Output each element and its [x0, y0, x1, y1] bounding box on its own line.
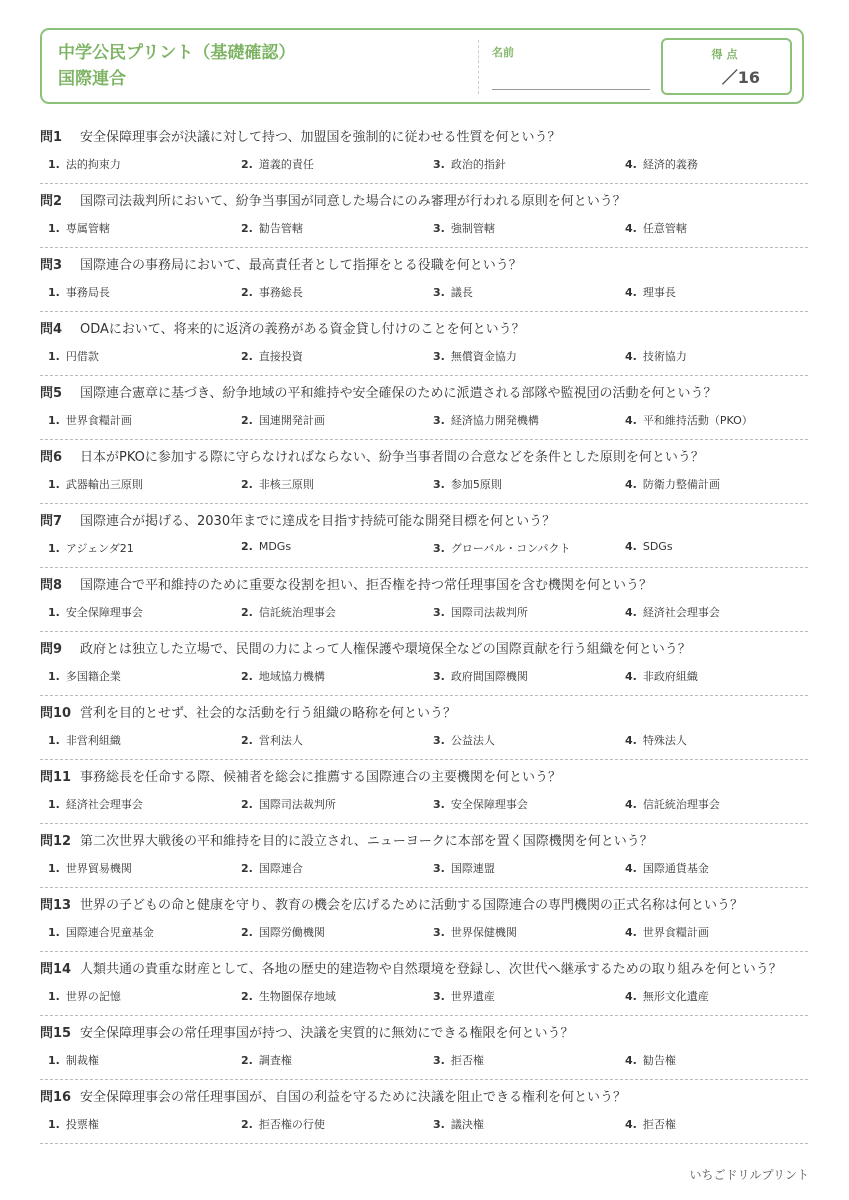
choice-number: 4.: [625, 606, 637, 619]
choice-number: 1.: [48, 1118, 60, 1131]
question-text: 国際連合で平和維持のために重要な役割を担い、拒否権を持つ常任理事国を含む機関を何という？: [80, 578, 653, 593]
choice-row: [48, 220, 808, 236]
choice-row: [48, 1116, 808, 1132]
answer-choice[interactable]: [241, 732, 303, 748]
choice-number: 2.: [241, 990, 253, 1003]
name-label: 名前: [492, 46, 514, 59]
question-line: [40, 1022, 573, 1041]
choice-number: 4.: [625, 990, 637, 1003]
choice-row: [48, 924, 808, 940]
answer-choice[interactable]: [433, 412, 539, 428]
choice-label: 経済的義務: [642, 158, 698, 171]
question-item: [40, 504, 808, 568]
choice-label: 武器輸出三原則: [65, 478, 143, 491]
answer-choice[interactable]: [48, 668, 121, 684]
question-text: ODAにおいて、将来的に返済の義務がある資金貸し付けのことを何という？: [80, 322, 525, 337]
answer-choice[interactable]: [625, 604, 720, 620]
choice-label: 理事長: [642, 286, 676, 299]
answer-choice[interactable]: [625, 796, 720, 812]
choice-number: 1.: [48, 478, 60, 491]
choice-number: 1.: [48, 350, 60, 363]
answer-choice[interactable]: [433, 348, 517, 364]
answer-choice[interactable]: [433, 476, 502, 492]
choice-number: 2.: [241, 862, 253, 875]
answer-choice[interactable]: [433, 668, 528, 684]
choice-label: 円借款: [65, 350, 99, 363]
choice-row: [48, 476, 808, 492]
choice-label: 国際連合児童基金: [65, 926, 154, 939]
choice-label: 世界の記憶: [65, 990, 121, 1003]
choice-number: 4.: [625, 862, 637, 875]
choice-row: [48, 284, 808, 300]
question-number: 問7: [40, 514, 63, 529]
choice-number: 2.: [241, 540, 253, 553]
choice-row: [48, 412, 808, 428]
answer-choice[interactable]: [48, 412, 132, 428]
choice-label: 地域協力機構: [258, 670, 325, 683]
choice-row: [48, 668, 808, 684]
question-text: 国際連合が掲げる、2030年までに達成を目指す持続可能な開発目標を何という？: [80, 514, 556, 529]
choice-label: 調査権: [258, 1054, 292, 1067]
choice-label: 事務総長: [258, 286, 303, 299]
answer-choice[interactable]: [433, 220, 495, 236]
question-line: [40, 1086, 626, 1105]
choice-number: 3.: [433, 414, 445, 427]
choice-label: 専属管轄: [65, 222, 110, 235]
choice-label: 道義的責任: [258, 158, 314, 171]
answer-choice[interactable]: [433, 540, 571, 556]
choice-number: 4.: [625, 158, 637, 171]
choice-number: 2.: [241, 606, 253, 619]
question-item: [40, 184, 808, 248]
answer-choice[interactable]: [625, 284, 676, 300]
choice-number: 4.: [625, 414, 637, 427]
answer-choice[interactable]: [625, 924, 709, 940]
choice-number: 2.: [241, 414, 253, 427]
answer-choice[interactable]: [48, 1116, 99, 1132]
choice-label: 安全保障理事会: [450, 798, 528, 811]
question-line: [40, 254, 522, 273]
header-box: [40, 28, 804, 104]
choice-label: 拒否権の行使: [258, 1118, 325, 1131]
choice-label: 無形文化遺産: [642, 990, 709, 1003]
choice-number: 1.: [48, 734, 60, 747]
choice-label: 国際連盟: [450, 862, 495, 875]
footer-brand: いちごドリルプリント: [689, 1168, 809, 1182]
choice-label: 経済協力開発機構: [450, 414, 539, 427]
question-text: 事務総長を任命する際、候補者を総会に推薦する国際連合の主要機関を何という？: [80, 770, 562, 785]
choice-number: 3.: [433, 286, 445, 299]
answer-choice[interactable]: [48, 732, 121, 748]
score-box: [661, 38, 792, 95]
answer-choice[interactable]: [433, 604, 528, 620]
choice-number: 3.: [433, 1118, 445, 1131]
answer-choice[interactable]: [625, 668, 698, 684]
answer-choice[interactable]: [48, 156, 121, 172]
answer-choice[interactable]: [625, 860, 709, 876]
name-field[interactable]: [492, 89, 650, 90]
choice-number: 3.: [433, 670, 445, 683]
question-line: [40, 830, 653, 849]
question-item: [40, 376, 808, 440]
question-text: 国際司法裁判所において、紛争当事国が同意した場合にのみ審理が行われる原則を何という？: [80, 194, 626, 209]
choice-number: 4.: [625, 926, 637, 939]
question-item: [40, 888, 808, 952]
question-number: 問2: [40, 194, 63, 209]
question-item: [40, 1016, 808, 1080]
choice-label: SDGs: [642, 540, 673, 553]
choice-label: 国際労働機関: [258, 926, 325, 939]
choice-label: 非核三原則: [258, 478, 314, 491]
choice-number: 2.: [241, 350, 253, 363]
choice-row: [48, 860, 808, 876]
answer-choice[interactable]: [48, 604, 143, 620]
score-total: ／16: [721, 68, 760, 87]
choice-label: 世界食糧計画: [642, 926, 709, 939]
question-line: [40, 702, 456, 721]
answer-choice[interactable]: [625, 156, 698, 172]
choice-label: 国際連合: [258, 862, 303, 875]
choice-label: 多国籍企業: [65, 670, 121, 683]
question-number: 問13: [40, 898, 72, 913]
choice-number: 3.: [433, 158, 445, 171]
choice-number: 3.: [433, 990, 445, 1003]
answer-choice[interactable]: [48, 860, 132, 876]
choice-row: [48, 604, 808, 620]
page-subtitle: 国際連合: [58, 69, 126, 89]
choice-label: 経済社会理事会: [65, 798, 143, 811]
choice-number: 1.: [48, 990, 60, 1003]
question-text: 世界の子どもの命と健康を守り、教育の機会を広げるために活動する国際連合の専門機関の正式名称は何という？: [80, 898, 744, 913]
choice-number: 4.: [625, 286, 637, 299]
choice-label: 生物圏保存地域: [258, 990, 336, 1003]
question-item: [40, 696, 808, 760]
answer-choice[interactable]: [48, 540, 134, 556]
answer-choice[interactable]: [241, 924, 325, 940]
choice-label: 議長: [450, 286, 473, 299]
answer-choice[interactable]: [625, 412, 753, 428]
question-number: 問10: [40, 706, 72, 721]
choice-label: 法的拘束力: [65, 158, 121, 171]
choice-row: [48, 348, 808, 364]
question-number: 問5: [40, 386, 63, 401]
choice-label: 強制管轄: [450, 222, 495, 235]
choice-number: 1.: [48, 222, 60, 235]
choice-number: 2.: [241, 798, 253, 811]
answer-choice[interactable]: [625, 1052, 676, 1068]
question-number: 問15: [40, 1026, 72, 1041]
answer-choice[interactable]: [48, 988, 121, 1004]
choice-number: 1.: [48, 606, 60, 619]
choice-number: 2.: [241, 1118, 253, 1131]
choice-label: 非政府組織: [642, 670, 698, 683]
choice-label: 営利法人: [258, 734, 303, 747]
question-text: 安全保障理事会の常任理事国が持つ、決議を実質的に無効にできる権限を何という？: [80, 1026, 574, 1041]
score-label: 得点: [711, 48, 742, 61]
choice-number: 4.: [625, 1054, 637, 1067]
answer-choice[interactable]: [433, 732, 495, 748]
choice-label: 政治的指針: [450, 158, 506, 171]
choice-label: グローバル・コンパクト: [450, 542, 571, 555]
answer-choice[interactable]: [241, 156, 314, 172]
answer-choice[interactable]: [241, 412, 325, 428]
choice-label: 議決権: [450, 1118, 484, 1131]
choice-label: 事務局長: [65, 286, 110, 299]
choice-number: 3.: [433, 542, 445, 555]
question-number: 問16: [40, 1090, 72, 1105]
choice-number: 1.: [48, 798, 60, 811]
choice-row: [48, 156, 808, 172]
choice-row: [48, 540, 808, 556]
title-block: [58, 40, 295, 92]
choice-label: 勧告管轄: [258, 222, 303, 235]
choice-label: 安全保障理事会: [65, 606, 143, 619]
choice-number: 1.: [48, 158, 60, 171]
answer-choice[interactable]: [433, 284, 473, 300]
choice-label: 参加5原則: [450, 478, 502, 491]
choice-label: 信託統治理事会: [258, 606, 336, 619]
question-item: [40, 632, 808, 696]
choice-label: 特殊法人: [642, 734, 687, 747]
choice-label: 無償資金協力: [450, 350, 517, 363]
choice-number: 4.: [625, 1118, 637, 1131]
choice-label: 平和維持活動（PKO）: [642, 414, 753, 427]
question-line: [40, 894, 743, 913]
choice-row: [48, 796, 808, 812]
choice-number: 4.: [625, 350, 637, 363]
answer-choice[interactable]: [625, 348, 687, 364]
choice-number: 3.: [433, 734, 445, 747]
choice-label: 技術協力: [642, 350, 687, 363]
answer-choice[interactable]: [241, 220, 303, 236]
question-number: 問9: [40, 642, 63, 657]
choice-number: 4.: [625, 798, 637, 811]
question-number: 問12: [40, 834, 72, 849]
choice-number: 1.: [48, 926, 60, 939]
choice-label: 非営利組織: [65, 734, 121, 747]
choice-label: 経済社会理事会: [642, 606, 720, 619]
choice-label: 国連開発計画: [258, 414, 325, 427]
choice-number: 1.: [48, 542, 60, 555]
choice-number: 4.: [625, 478, 637, 491]
answer-choice[interactable]: [625, 540, 673, 553]
answer-choice[interactable]: [241, 668, 325, 684]
question-line: [40, 638, 691, 657]
answer-choice[interactable]: [241, 988, 336, 1004]
answer-choice[interactable]: [433, 1052, 484, 1068]
question-item: [40, 1080, 808, 1144]
question-text: 営利を目的とせず、社会的な活動を行う組織の略称を何という？: [80, 706, 456, 721]
question-text: 政府とは独立した立場で、民間の力によって人権保護や環境保全などの国際貢献を行う組織を何という？: [80, 642, 691, 657]
choice-number: 3.: [433, 862, 445, 875]
question-number: 問6: [40, 450, 63, 465]
choice-label: 防衛力整備計画: [642, 478, 720, 491]
question-number: 問4: [40, 322, 63, 337]
answer-choice[interactable]: [241, 284, 303, 300]
choice-number: 1.: [48, 1054, 60, 1067]
choice-label: 直接投資: [258, 350, 303, 363]
question-item: [40, 952, 808, 1016]
answer-choice[interactable]: [433, 1116, 484, 1132]
choice-number: 1.: [48, 414, 60, 427]
answer-choice[interactable]: [625, 732, 687, 748]
choice-label: 国際通貨基金: [642, 862, 709, 875]
choice-number: 3.: [433, 798, 445, 811]
question-line: [40, 190, 626, 209]
answer-choice[interactable]: [241, 540, 291, 553]
answer-choice[interactable]: [241, 476, 314, 492]
choice-number: 2.: [241, 158, 253, 171]
question-number: 問3: [40, 258, 63, 273]
choice-row: [48, 988, 808, 1004]
question-item: [40, 760, 808, 824]
answer-choice[interactable]: [48, 476, 143, 492]
question-line: [40, 318, 525, 337]
choice-number: 3.: [433, 478, 445, 491]
answer-choice[interactable]: [48, 220, 110, 236]
answer-choice[interactable]: [241, 1116, 325, 1132]
choice-number: 1.: [48, 286, 60, 299]
answer-choice[interactable]: [433, 860, 495, 876]
question-text: 日本がPKOに参加する際に守らなければならない、紛争当事者間の合意などを条件とした原則を何という？: [80, 450, 704, 465]
question-number: 問8: [40, 578, 63, 593]
choice-number: 3.: [433, 222, 445, 235]
answer-choice[interactable]: [433, 924, 517, 940]
choice-number: 1.: [48, 862, 60, 875]
choice-number: 2.: [241, 670, 253, 683]
answer-choice[interactable]: [48, 796, 143, 812]
answer-choice[interactable]: [625, 1116, 676, 1132]
choice-label: アジェンダ21: [65, 542, 134, 555]
question-line: [40, 382, 716, 401]
answer-choice[interactable]: [241, 1052, 292, 1068]
choice-label: 投票権: [65, 1118, 99, 1131]
choice-label: 勧告権: [642, 1054, 676, 1067]
choice-number: 4.: [625, 222, 637, 235]
question-item: [40, 824, 808, 888]
answer-choice[interactable]: [241, 348, 303, 364]
question-text: 安全保障理事会の常任理事国が、自国の利益を守るために決議を阻止できる権利を何という？: [80, 1090, 627, 1105]
question-item: [40, 248, 808, 312]
answer-choice[interactable]: [48, 284, 110, 300]
answer-choice[interactable]: [48, 924, 154, 940]
question-text: 人類共通の貴重な財産として、各地の歴史的建造物や自然環境を登録し、次世代へ継承するための取り組みを何という？: [80, 962, 782, 977]
question-text: 第二次世界大戦後の平和維持を目的に設立され、ニューヨークに本部を置く国際機関を何という？: [80, 834, 653, 849]
question-text: 安全保障理事会が決議に対して持つ、加盟国を強制的に従わせる性質を何という？: [80, 130, 561, 145]
question-number: 問14: [40, 962, 72, 977]
choice-number: 2.: [241, 478, 253, 491]
choice-label: MDGs: [258, 540, 292, 553]
choice-row: [48, 1052, 808, 1068]
choice-label: 世界貿易機関: [65, 862, 132, 875]
choice-label: 世界遺産: [450, 990, 495, 1003]
answer-choice[interactable]: [241, 604, 336, 620]
question-item: [40, 120, 808, 184]
page-title: 中学公民プリント（基礎確認）: [58, 43, 296, 63]
answer-choice[interactable]: [433, 988, 495, 1004]
choice-label: 公益法人: [450, 734, 495, 747]
answer-choice[interactable]: [625, 476, 720, 492]
choice-label: 世界保健機関: [450, 926, 517, 939]
choice-number: 2.: [241, 926, 253, 939]
choice-number: 2.: [241, 222, 253, 235]
choice-label: 信託統治理事会: [642, 798, 720, 811]
choice-label: 世界食糧計画: [65, 414, 132, 427]
choice-row: [48, 732, 808, 748]
answer-choice[interactable]: [625, 220, 687, 236]
question-text: 国際連合憲章に基づき、紛争地域の平和維持や安全確保のために派遣される部隊や監視団の活動を何という？: [80, 386, 717, 401]
question-number: 問1: [40, 130, 63, 145]
question-item: [40, 440, 808, 504]
choice-number: 2.: [241, 1054, 253, 1067]
question-item: [40, 312, 808, 376]
choice-number: 3.: [433, 926, 445, 939]
header-divider: [478, 40, 479, 94]
answer-choice[interactable]: [433, 796, 528, 812]
choice-number: 3.: [433, 1054, 445, 1067]
choice-number: 2.: [241, 734, 253, 747]
question-line: [40, 126, 560, 145]
question-line: [40, 446, 704, 465]
question-line: [40, 766, 561, 785]
choice-number: 2.: [241, 286, 253, 299]
choice-label: 拒否権: [642, 1118, 676, 1131]
question-text: 国際連合の事務局において、最高責任者として指揮をとる役職を何という？: [80, 258, 522, 273]
choice-number: 3.: [433, 606, 445, 619]
answer-choice[interactable]: [48, 1052, 99, 1068]
choice-label: 国際司法裁判所: [258, 798, 336, 811]
question-line: [40, 510, 555, 529]
answer-choice[interactable]: [241, 796, 336, 812]
choice-number: 4.: [625, 734, 637, 747]
choice-label: 制裁権: [65, 1054, 99, 1067]
answer-choice[interactable]: [241, 860, 303, 876]
question-item: [40, 568, 808, 632]
question-line: [40, 574, 652, 593]
choice-label: 拒否権: [450, 1054, 484, 1067]
choice-label: 国際司法裁判所: [450, 606, 528, 619]
choice-number: 4.: [625, 670, 637, 683]
question-line: [40, 958, 782, 977]
answer-choice[interactable]: [48, 348, 99, 364]
choice-label: 政府間国際機関: [450, 670, 528, 683]
answer-choice[interactable]: [433, 156, 506, 172]
choice-label: 任意管轄: [642, 222, 687, 235]
question-number: 問11: [40, 770, 72, 785]
choice-number: 4.: [625, 540, 637, 553]
question-list: [40, 120, 808, 1144]
choice-number: 3.: [433, 350, 445, 363]
choice-number: 1.: [48, 670, 60, 683]
answer-choice[interactable]: [625, 988, 709, 1004]
